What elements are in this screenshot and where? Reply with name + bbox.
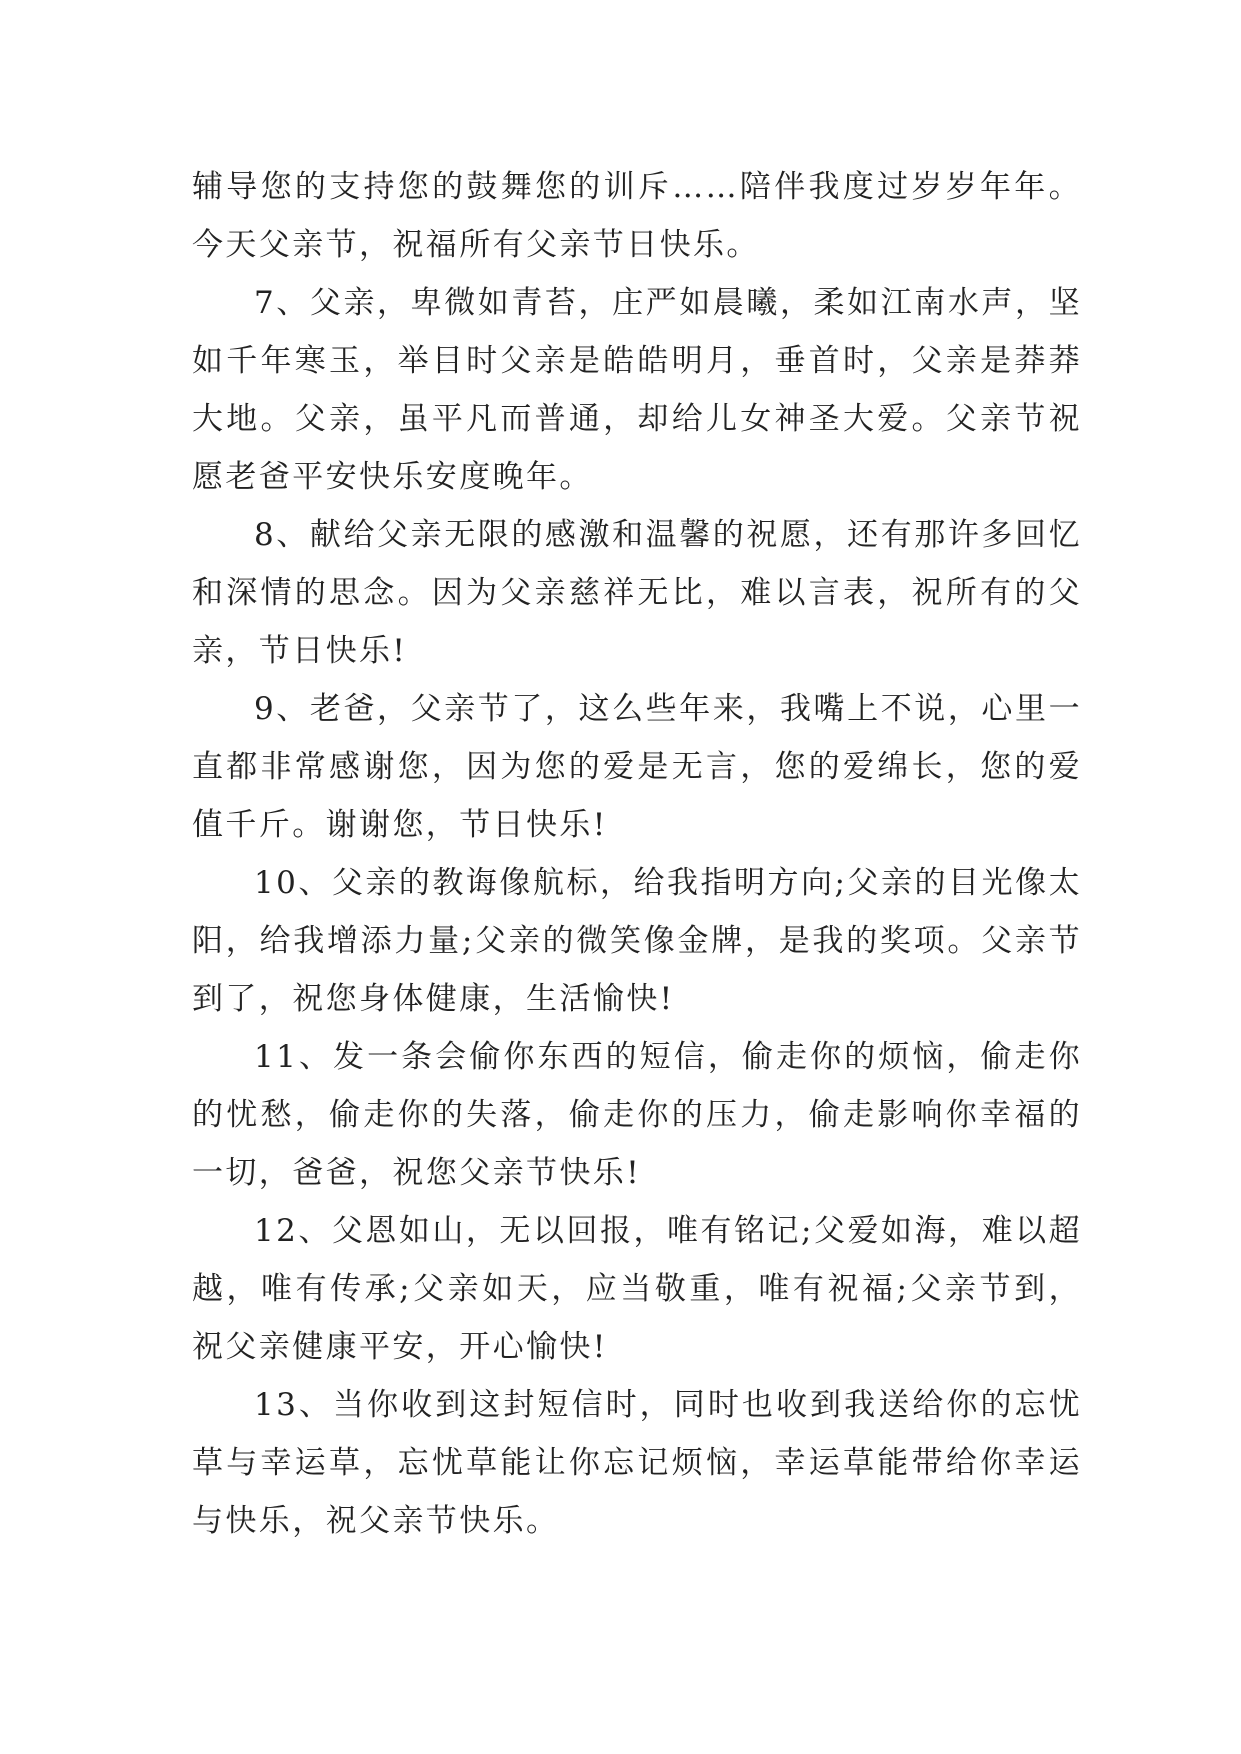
paragraph-item-10: 10、父亲的教诲像航标，给我指明方向;父亲的目光像太阳，给我增添力量;父亲的微笑像金牌，是我的奖项。父亲节到了，祝您身体健康，生活愉快! bbox=[192, 865, 1082, 1017]
paragraph-item-9: 9、老爸，父亲节了，这么些年来，我嘴上不说，心里一直都非常感谢您，因为您的爱是无言，您的爱绵长，您的爱值千斤。谢谢您，节日快乐! bbox=[192, 691, 1082, 843]
paragraph-item-12: 12、父恩如山，无以回报，唯有铭记;父爱如海，难以超越，唯有传承;父亲如天，应当敬重，唯有祝福;父亲节到，祝父亲健康平安，开心愉快! bbox=[192, 1213, 1082, 1365]
paragraph-item-7: 7、父亲，卑微如青苔，庄严如晨曦，柔如江南水声，坚如千年寒玉，举目时父亲是皓皓明月，垂首时，父亲是莽莽大地。父亲，虽平凡而普通，却给儿女神圣大爱。父亲节祝愿老爸平安快乐安度晚年。 bbox=[192, 285, 1082, 495]
document-body bbox=[192, 158, 1082, 1550]
paragraph-item-8: 8、献给父亲无限的感激和温馨的祝愿，还有那许多回忆和深情的思念。因为父亲慈祥无比，难以言表，祝所有的父亲，节日快乐! bbox=[192, 517, 1082, 669]
paragraph-continuation: 辅导您的支持您的鼓舞您的训斥……陪伴我度过岁岁年年。今天父亲节，祝福所有父亲节日快乐。 bbox=[192, 169, 1082, 263]
paragraph-item-13: 13、当你收到这封短信时，同时也收到我送给你的忘忧草与幸运草，忘忧草能让你忘记烦恼，幸运草能带给你幸运与快乐，祝父亲节快乐。 bbox=[192, 1387, 1082, 1539]
paragraph-item-11: 11、发一条会偷你东西的短信，偷走你的烦恼，偷走你的忧愁，偷走你的失落，偷走你的压力，偷走影响你幸福的一切，爸爸，祝您父亲节快乐! bbox=[192, 1039, 1082, 1191]
